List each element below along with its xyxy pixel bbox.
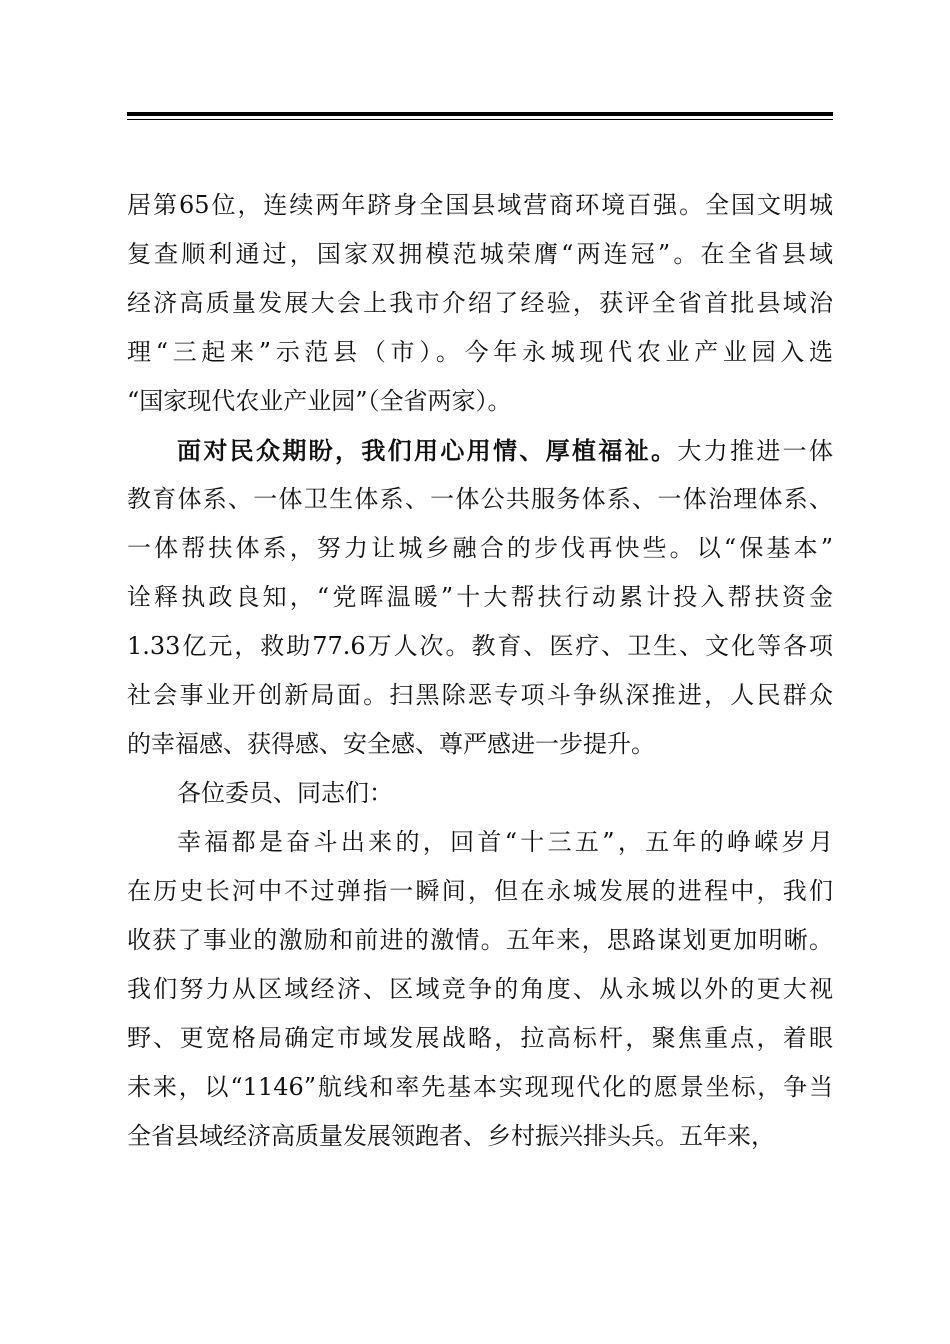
text-line: 野、更宽格局确定市域发展战略，拉高标杆，聚焦重点，着眼 — [127, 1024, 833, 1052]
text-line-first — [127, 426, 833, 475]
document-body — [127, 181, 833, 1161]
text-line: 幸福都是奋斗出来的，回首“十三五”，五年的峥嵘岁月 — [177, 828, 833, 856]
paragraph-lead-rest: 大力推进一体 — [677, 437, 834, 465]
text-line: 在历史长河中不过弹指一瞬间，但在永城发展的进程中，我们 — [127, 877, 833, 905]
text-line: 经济高质量发展大会上我市介绍了经验，获评全省首批县域治 — [127, 289, 833, 317]
header-rule-thin — [127, 119, 833, 120]
text-line: 社会事业开创新局面。扫黑除恶专项斗争纵深推进，人民群众 — [127, 681, 833, 709]
text-line: 我们努力从区域经济、区域竞争的角度、从永城以外的更大视 — [127, 975, 833, 1003]
text-line: 居第65位，连续两年跻身全国县域营商环境百强。全国文明城 — [127, 191, 833, 219]
text-line: 一体帮扶体系，努力让城乡融合的步伐再快些。以“保基本” — [127, 534, 833, 562]
paragraph-business-environment — [127, 181, 833, 426]
text-line: 1.33亿元，救助77.6万人次。教育、医疗、卫生、文化等各项 — [127, 632, 833, 660]
text-line: 诠释执政良知，“党晖温暖”十大帮扶行动累计投入帮扶资金 — [127, 583, 833, 611]
paragraph-review — [127, 818, 833, 1161]
text-line: 收获了事业的激励和前进的激情。五年来，思路谋划更加明晰。 — [127, 926, 833, 954]
header-rule-thick — [127, 112, 833, 116]
salutation-line: 各位委员、同志们： — [177, 779, 393, 807]
text-line: “国家现代农业产业园”（全省两家）。 — [127, 387, 512, 415]
paragraph-salutation — [127, 769, 833, 818]
paragraph-lead-heading: 面对民众期盼，我们用心用情、厚植福祉。 — [177, 436, 678, 465]
text-line: 复查顺利通过，国家双拥模范城荣膺“两连冠”。在全省县域 — [127, 240, 833, 268]
paragraph-public-welfare — [127, 426, 833, 769]
text-line: 全省县域经济高质量发展领跑者、乡村振兴排头兵。五年来， — [127, 1122, 775, 1150]
text-line: 理“三起来”示范县（市）。今年永城现代农业产业园入选 — [127, 338, 833, 366]
text-line: 的幸福感、获得感、安全感、尊严感进一步提升。 — [127, 730, 655, 758]
text-line: 未来，以“1146”航线和率先基本实现现代化的愿景坐标，争当 — [127, 1073, 833, 1101]
text-line: 教育体系、一体卫生体系、一体公共服务体系、一体治理体系、 — [127, 485, 833, 513]
